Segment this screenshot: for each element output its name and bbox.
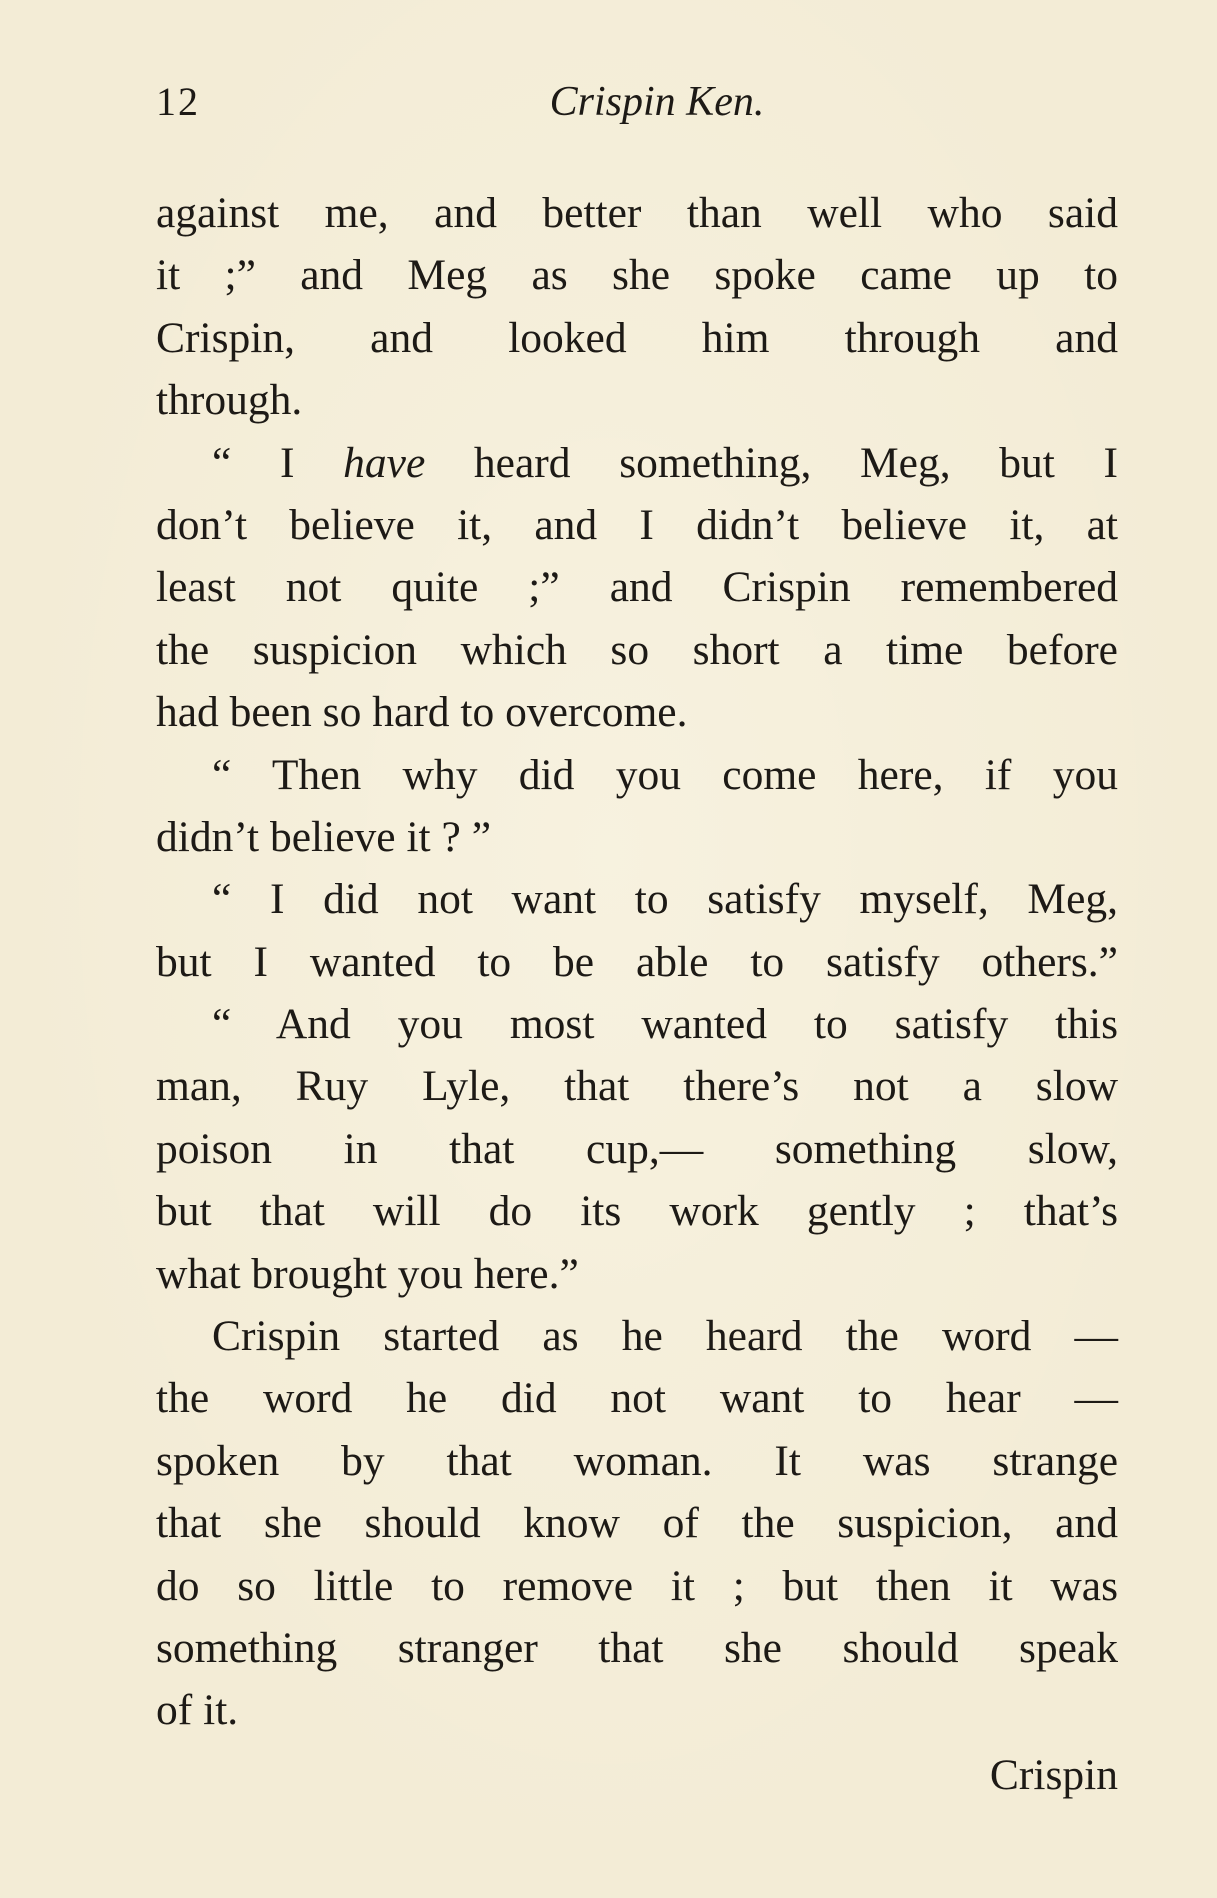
text-line: through.	[156, 376, 303, 425]
emphasized-word: have	[343, 438, 426, 487]
running-title: Crispin Ken.	[549, 79, 765, 125]
text-line: but that will do its work gently ; that’s	[156, 1187, 1118, 1236]
text-line: didn’t believe it ? ”	[156, 812, 492, 861]
text-line: something stranger that she should speak	[156, 1623, 1118, 1672]
text-line: it ;” and Meg as she spoke came up to	[156, 251, 1118, 300]
catchword: Crispin	[989, 1751, 1118, 1799]
text-line: against me, and better than well who said	[156, 189, 1118, 237]
text-line: Crispin started as he heard the word —	[212, 1312, 1118, 1361]
text-line: spoken by that woman. It was strange	[156, 1436, 1118, 1485]
text-line: Crispin, and looked him through and	[156, 313, 1118, 362]
text-line: do so little to remove it ; but then it was	[156, 1561, 1118, 1610]
text-line: what brought you here.”	[156, 1249, 579, 1298]
body-text	[156, 182, 1118, 1742]
text-span: heard something, Meg, but I	[425, 438, 1119, 487]
page-number: 12	[156, 79, 200, 124]
text-line: “ And you most wanted to satisfy this	[212, 1000, 1118, 1049]
text-line: but I wanted to be able to satisfy others.”	[156, 937, 1118, 986]
text-line: had been so hard to overcome.	[156, 688, 688, 737]
text-line: man, Ruy Lyle, that there’s not a slow	[156, 1062, 1118, 1111]
page-header	[156, 78, 1118, 138]
text-span: “ I	[212, 438, 344, 487]
text-line: poison in that cup,— something slow,	[156, 1124, 1118, 1173]
text-line: of it.	[156, 1686, 239, 1735]
text-line: least not quite ;” and Crispin remembered	[156, 563, 1118, 612]
text-line: “ Then why did you come here, if you	[212, 750, 1118, 799]
text-line: the suspicion which so short a time before	[156, 625, 1118, 674]
text-line: don’t believe it, and I didn’t believe it, at	[156, 500, 1118, 549]
text-line: the word he did not want to hear —	[156, 1374, 1118, 1423]
text-line: that she should know of the suspicion, and	[156, 1499, 1118, 1548]
text-line: “ I did not want to satisfy myself, Meg,	[212, 875, 1118, 924]
text-line	[156, 432, 1118, 494]
